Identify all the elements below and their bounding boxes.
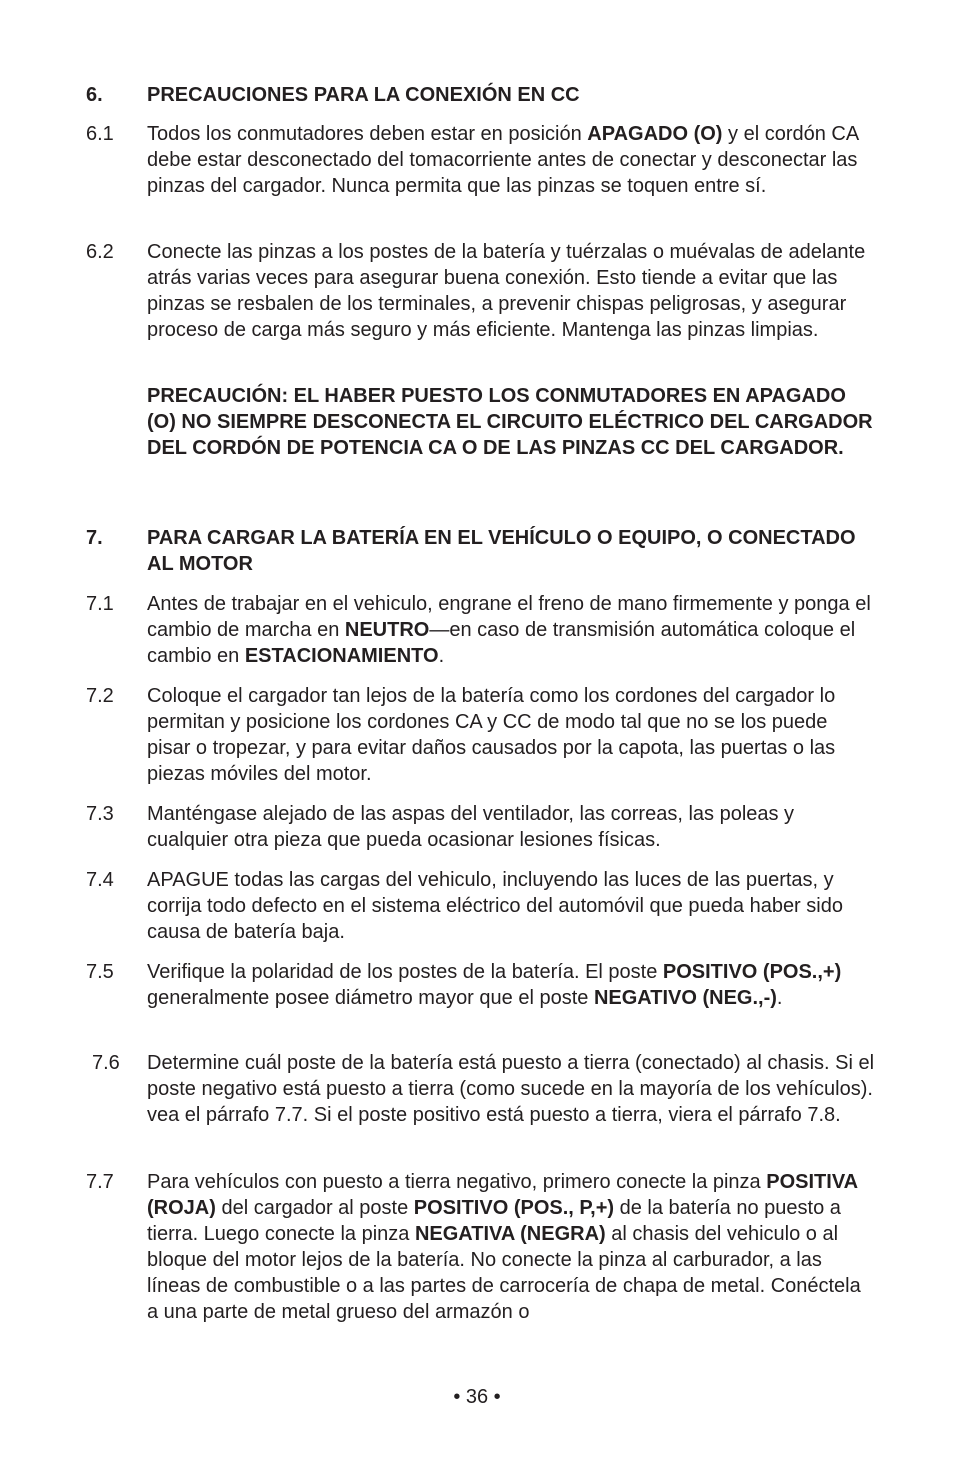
emphasis-segment: NEUTRO xyxy=(344,619,430,641)
item-text xyxy=(147,591,876,669)
emphasis-segment: POSITIVO (POS.,+) xyxy=(662,961,842,983)
text-segment: Manténgase alejado de las aspas del ventilador, las correas, las poleas y cualquier otra pieza que pueda ocasionar lesiones físicas. xyxy=(147,803,795,851)
emphasis-segment: NEGATIVA (NEGRA) xyxy=(414,1223,606,1245)
item-number: 7.3 xyxy=(86,803,114,825)
text-segment: al chasis del vehiculo o al bloque del motor lejos de la batería. No conecte la pinza al carburador, a las líneas de combustible o a las partes de carrocería de chapa de metal. Conéctela a una parte de metal grueso del armazón o xyxy=(147,1223,861,1323)
text-segment: Antes de trabajar en el vehiculo, engrane el freno de mano firmemente y ponga el cambio de marcha en xyxy=(147,593,871,641)
item-text xyxy=(147,801,876,853)
section-title: PARA CARGAR LA BATERÍA EN EL VEHÍCULO O EQUIPO, O CONECTADO AL MOTOR xyxy=(147,527,856,575)
item-number: 7.5 xyxy=(86,961,114,983)
emphasis-segment: POSITIVA (ROJA) xyxy=(147,1171,858,1219)
item-number: 7.6 xyxy=(92,1052,120,1074)
text-segment: generalmente posee diámetro mayor que el poste xyxy=(147,987,594,1009)
emphasis-segment: ESTACIONAMIENTO xyxy=(244,645,439,667)
text-segment: . xyxy=(776,987,783,1009)
item-text xyxy=(147,1169,876,1325)
page-number: • 36 • xyxy=(453,1386,501,1408)
section-title: PRECAUCIONES PARA LA CONEXIÓN EN CC xyxy=(147,84,580,106)
item-number: 6.1 xyxy=(86,123,114,145)
emphasis-segment: APAGADO (O) xyxy=(587,123,723,145)
item-text xyxy=(147,1050,876,1128)
item-text xyxy=(147,959,876,1011)
text-segment: Todos los conmutadores deben estar en posición xyxy=(147,123,588,145)
emphasis-segment: NEGATIVO (NEG.,-) xyxy=(593,987,777,1009)
text-segment: —en caso de transmisión automática coloque el cambio en xyxy=(147,619,856,667)
section-number: 6. xyxy=(86,84,103,106)
text-segment: Conecte las pinzas a los postes de la batería y tuérzalas o muévalas de adelante atrás varias veces para asegurar buena conexión. Esto tiende a evitar que las pinzas se resbalen de los terminales, a prevenir chispas peligrosas, y asegurar proceso de carga más seguro y más eficiente. Mantenga las pinzas limpias. xyxy=(147,241,866,341)
item-number: 7.7 xyxy=(86,1171,114,1193)
text-segment: del cargador al poste xyxy=(215,1197,414,1219)
item-text xyxy=(147,121,876,199)
text-segment: de la batería no puesto a tierra. Luego conecte la pinza xyxy=(147,1197,841,1245)
item-number: 7.2 xyxy=(86,685,114,707)
text-segment: APAGUE todas las cargas del vehiculo, incluyendo las luces de las puertas, y corrija todo defecto en el sistema eléctrico del automóvil que pueda haber sido causa de batería baja. xyxy=(147,869,843,943)
text-segment: Para vehículos con puesto a tierra negativo, primero conecte la pinza xyxy=(147,1171,767,1193)
text-segment: . xyxy=(438,645,445,667)
text-segment: y el cordón CA debe estar desconectado del tomacorriente antes de conectar y desconectar las pinzas del cargador. Nunca permita que las pinzas se toquen entre sí. xyxy=(147,123,859,197)
item-number: 6.2 xyxy=(86,241,114,263)
caution-notice: PRECAUCIÓN: EL HABER PUESTO LOS CONMUTADORES EN APAGADO (O) NO SIEMPRE DESCONECTA EL CIRCUITO ELÉCTRICO DEL CARGADOR DEL CORDÓN DE POTENCIA CA O DE LAS PINZAS CC DEL CARGADOR. xyxy=(147,385,873,459)
item-text xyxy=(147,683,876,787)
item-number: 7.4 xyxy=(86,869,114,891)
section-number: 7. xyxy=(86,527,103,549)
emphasis-segment: POSITIVO (POS., P,+) xyxy=(413,1197,615,1219)
item-text xyxy=(147,239,876,343)
item-number: 7.1 xyxy=(86,593,114,615)
text-segment: Verifique la polaridad de los postes de la batería. El poste xyxy=(147,961,663,983)
item-text xyxy=(147,867,876,945)
text-segment: Coloque el cargador tan lejos de la batería como los cordones del cargador lo permitan y posicione los cordones CA y CC de modo tal que no se los puede pisar o tropezar, y para evitar daños causados por la capota, las puertas o las piezas móviles del motor. xyxy=(147,685,836,785)
text-segment: Determine cuál poste de la batería está puesto a tierra (conectado) al chasis. Si el poste negativo está puesto a tierra (como sucede en la mayoría de los vehículos). vea el párrafo 7.7. Si el poste positivo está puesto a tierra, viera el párrafo 7.8. xyxy=(147,1052,875,1126)
